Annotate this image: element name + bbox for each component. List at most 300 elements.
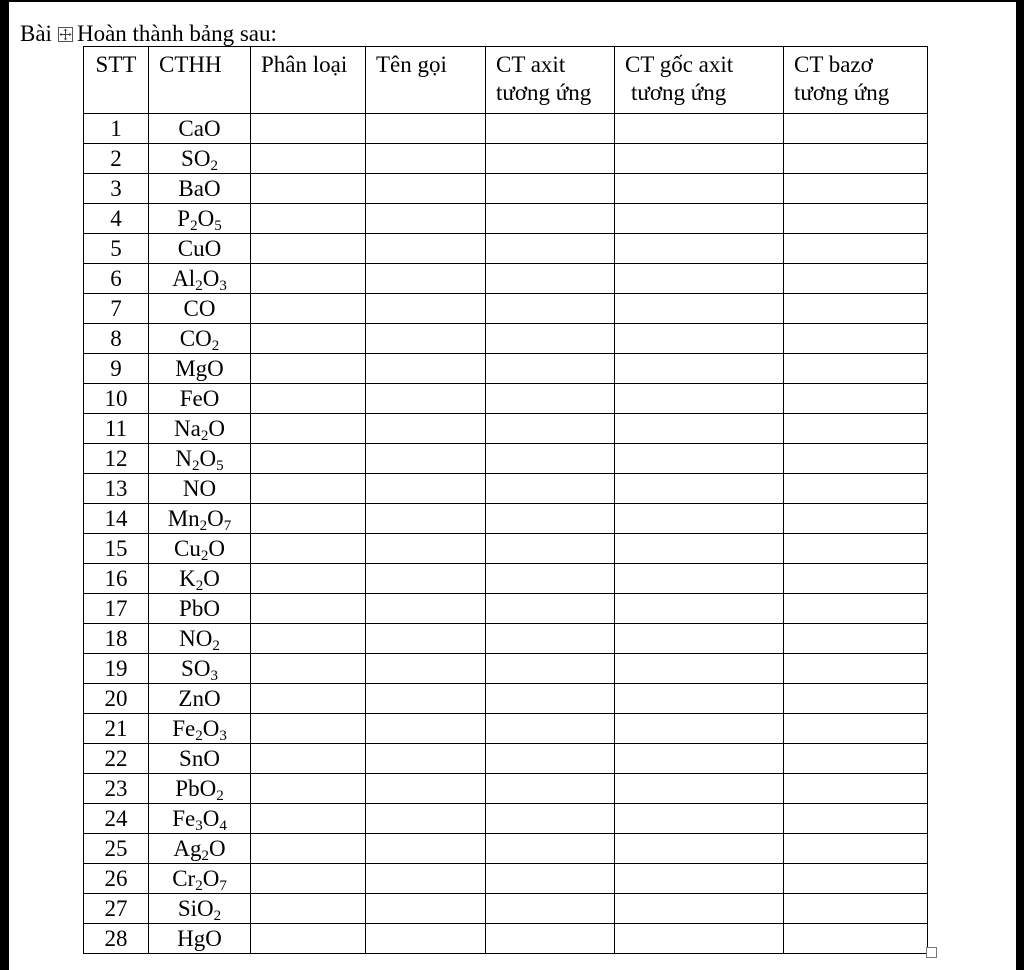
cell-ct-axit-blank[interactable] [486, 204, 615, 234]
cell-stt: 14 [84, 504, 149, 534]
cell-ct-axit-blank[interactable] [486, 834, 615, 864]
table-row [84, 624, 928, 654]
cell-ct-axit-blank[interactable] [486, 654, 615, 684]
cell-ct-axit-blank[interactable] [486, 144, 615, 174]
header-ct-bazo [784, 47, 928, 114]
cell-ct-axit-blank[interactable] [486, 414, 615, 444]
cell-ct-bazo-blank[interactable] [784, 654, 928, 684]
formula-element: N [179, 625, 196, 651]
formula-element: Cu [174, 535, 201, 561]
table-row [84, 354, 928, 384]
cell-cthh [149, 324, 251, 354]
cell-cthh [149, 384, 251, 414]
cell-phan-loai-blank[interactable] [251, 774, 366, 804]
table-row [84, 774, 928, 804]
cell-ct-goc-axit-blank[interactable] [615, 234, 784, 264]
cell-ten-goi-blank[interactable] [366, 414, 486, 444]
cell-ten-goi-blank[interactable] [366, 564, 486, 594]
formula-element: O [207, 355, 224, 381]
cell-cthh [149, 474, 251, 504]
cell-ct-axit-blank[interactable] [486, 294, 615, 324]
cell-ct-axit-blank[interactable] [486, 264, 615, 294]
header-cthh: CTHH [149, 47, 251, 114]
four-arrow-move-icon[interactable] [58, 27, 73, 42]
cell-cthh [149, 774, 251, 804]
table-body [84, 114, 928, 954]
cell-ct-bazo-blank[interactable] [784, 174, 928, 204]
cell-phan-loai-blank[interactable] [251, 864, 366, 894]
cell-cthh [149, 444, 251, 474]
table-row [84, 114, 928, 144]
formula-element: Mn [167, 505, 200, 531]
cell-stt: 2 [84, 144, 149, 174]
formula-element: O [197, 895, 214, 921]
formula-element: Ba [178, 175, 204, 201]
cell-ct-axit-blank[interactable] [486, 234, 615, 264]
cell-ten-goi-blank[interactable] [366, 474, 486, 504]
formula-element: O [203, 685, 221, 711]
cell-cthh [149, 924, 251, 954]
cell-ct-bazo-blank[interactable] [784, 264, 928, 294]
cell-phan-loai-blank[interactable] [251, 234, 366, 264]
formula-element: O [204, 235, 222, 261]
cell-stt: 16 [84, 564, 149, 594]
formula-subscript: 3 [210, 667, 218, 684]
cell-cthh [149, 564, 251, 594]
window-right-edge [1016, 0, 1024, 970]
formula-subscript: 2 [210, 157, 218, 174]
cell-stt: 23 [84, 774, 149, 804]
cell-phan-loai-blank[interactable] [251, 204, 366, 234]
heading-text: Hoàn thành bảng sau: [76, 21, 277, 46]
formula-element: O [193, 145, 211, 171]
cell-ct-goc-axit-blank[interactable] [615, 714, 784, 744]
cell-cthh [149, 624, 251, 654]
cell-ct-bazo-blank[interactable] [784, 564, 928, 594]
cell-ct-goc-axit-blank[interactable] [615, 534, 784, 564]
cell-phan-loai-blank[interactable] [251, 564, 366, 594]
cell-ct-axit-blank[interactable] [486, 684, 615, 714]
cell-ten-goi-blank[interactable] [366, 534, 486, 564]
cell-ct-axit-blank[interactable] [486, 354, 615, 384]
cell-stt: 13 [84, 474, 149, 504]
table-row [84, 504, 928, 534]
formula-subscript: 3 [195, 817, 203, 834]
cell-ten-goi-blank[interactable] [366, 594, 486, 624]
cell-stt: 17 [84, 594, 149, 624]
cell-cthh [149, 744, 251, 774]
formula-subscript: 2 [200, 547, 209, 564]
table-row [84, 414, 928, 444]
cell-stt: 3 [84, 174, 149, 204]
table-row [84, 714, 928, 744]
cell-ct-bazo-blank[interactable] [784, 354, 928, 384]
cell-ten-goi-blank[interactable] [366, 774, 486, 804]
formula-element: Na [174, 415, 201, 441]
cell-ct-goc-axit-blank[interactable] [615, 174, 784, 204]
cell-ct-goc-axit-blank[interactable] [615, 264, 784, 294]
cell-phan-loai-blank[interactable] [251, 264, 366, 294]
cell-ct-bazo-blank[interactable] [784, 624, 928, 654]
formula-element: Pb [179, 595, 204, 621]
cell-ten-goi-blank[interactable] [366, 294, 486, 324]
cell-cthh [149, 294, 251, 324]
cell-stt: 19 [84, 654, 149, 684]
cell-cthh [149, 684, 251, 714]
cell-phan-loai-blank[interactable] [251, 894, 366, 924]
cell-ct-bazo-blank[interactable] [784, 774, 928, 804]
header-row [84, 47, 928, 114]
cell-stt: 27 [84, 894, 149, 924]
cell-stt: 12 [84, 444, 149, 474]
cell-ct-goc-axit-blank[interactable] [615, 744, 784, 774]
formula-element: O [195, 325, 212, 351]
table-row [84, 654, 928, 684]
cell-ct-goc-axit-blank[interactable] [615, 804, 784, 834]
cell-ct-axit-blank[interactable] [486, 474, 615, 504]
cell-ct-goc-axit-blank[interactable] [615, 684, 784, 714]
cell-ten-goi-blank[interactable] [366, 894, 486, 924]
formula-subscript: 2 [211, 337, 220, 354]
cell-ten-goi-blank[interactable] [366, 684, 486, 714]
cell-ct-goc-axit-blank[interactable] [615, 624, 784, 654]
formula-element: Pb [175, 775, 200, 801]
cell-phan-loai-blank[interactable] [251, 384, 366, 414]
cell-stt: 5 [84, 234, 149, 264]
cell-phan-loai-blank[interactable] [251, 324, 366, 354]
cell-phan-loai-blank[interactable] [251, 714, 366, 744]
cell-ten-goi-blank[interactable] [366, 744, 486, 774]
cell-phan-loai-blank[interactable] [251, 504, 366, 534]
formula-element: N [182, 475, 200, 501]
cell-ten-goi-blank[interactable] [366, 234, 486, 264]
table-row [84, 264, 928, 294]
cell-cthh [149, 264, 251, 294]
formula-element: C [183, 295, 199, 321]
cell-ten-goi-blank[interactable] [366, 204, 486, 234]
formula-element: Al [172, 265, 196, 291]
cell-ct-bazo-blank[interactable] [784, 444, 928, 474]
formula-element: Sn [179, 745, 204, 771]
table-row [84, 324, 928, 354]
cell-ct-bazo-blank[interactable] [784, 594, 928, 624]
formula-element: O [208, 415, 225, 441]
formula-subscript: 2 [213, 907, 222, 924]
cell-ct-goc-axit-blank[interactable] [615, 444, 784, 474]
cell-ten-goi-blank[interactable] [366, 384, 486, 414]
cell-ct-axit-blank[interactable] [486, 894, 615, 924]
formula-element: Cu [177, 235, 205, 261]
formula-subscript: 2 [201, 847, 209, 864]
cell-phan-loai-blank[interactable] [251, 144, 366, 174]
formula-subscript: 2 [195, 877, 203, 894]
formula-subscript: 5 [214, 217, 222, 234]
cell-ct-bazo-blank[interactable] [784, 864, 928, 894]
cell-ct-axit-blank[interactable] [486, 564, 615, 594]
cell-phan-loai-blank[interactable] [251, 354, 366, 384]
cell-ct-bazo-blank[interactable] [784, 744, 928, 774]
cell-ten-goi-blank[interactable] [366, 504, 486, 534]
exercise-heading [20, 21, 277, 47]
cell-stt: 10 [84, 384, 149, 414]
cell-ten-goi-blank[interactable] [366, 324, 486, 354]
formula-subscript: 2 [195, 727, 203, 744]
cell-ten-goi-blank[interactable] [366, 174, 486, 204]
formula-subscript: 2 [216, 787, 224, 804]
cell-ten-goi-blank[interactable] [366, 144, 486, 174]
cell-ct-axit-blank[interactable] [486, 624, 615, 654]
cell-ct-goc-axit-blank[interactable] [615, 384, 784, 414]
formula-element: Hg [177, 925, 206, 951]
cell-ct-goc-axit-blank[interactable] [615, 564, 784, 594]
formula-subscript: 3 [219, 727, 227, 744]
cell-ct-axit-blank[interactable] [486, 114, 615, 144]
cell-stt: 8 [84, 324, 149, 354]
cell-ten-goi-blank[interactable] [366, 864, 486, 894]
cell-ct-axit-blank[interactable] [486, 774, 615, 804]
cell-stt: 24 [84, 804, 149, 834]
cell-ten-goi-blank[interactable] [366, 834, 486, 864]
formula-element: O [209, 835, 226, 861]
formula-element: O [203, 175, 221, 201]
header-stt: STT [84, 47, 149, 114]
formula-element: Zn [178, 685, 204, 711]
cell-ct-axit-blank[interactable] [486, 174, 615, 204]
cell-ct-bazo-blank[interactable] [784, 804, 928, 834]
table-row [84, 444, 928, 474]
formula-subscript: 2 [199, 517, 208, 534]
cell-ct-axit-blank[interactable] [486, 444, 615, 474]
cell-cthh [149, 804, 251, 834]
table-row [84, 594, 928, 624]
formula-element: O [203, 745, 220, 771]
formula-subscript: 7 [223, 517, 232, 534]
cell-ct-bazo-blank[interactable] [784, 114, 928, 144]
cell-phan-loai-blank[interactable] [251, 174, 366, 204]
cell-ct-goc-axit-blank[interactable] [615, 924, 784, 954]
cell-ct-axit-blank[interactable] [486, 924, 615, 954]
formula-subscript: 2 [195, 577, 204, 594]
cell-ct-axit-blank[interactable] [486, 864, 615, 894]
cell-ten-goi-blank[interactable] [366, 624, 486, 654]
table-row [84, 144, 928, 174]
cell-cthh [149, 654, 251, 684]
table-row [84, 234, 928, 264]
cell-phan-loai-blank[interactable] [251, 624, 366, 654]
cell-ct-axit-blank[interactable] [486, 744, 615, 774]
formula-element: O [202, 865, 220, 891]
formula-element: O [195, 625, 213, 651]
formula-element: O [203, 565, 220, 591]
table-row [84, 474, 928, 504]
table-row [84, 744, 928, 774]
cell-ct-goc-axit-blank[interactable] [615, 354, 784, 384]
cell-phan-loai-blank[interactable] [251, 594, 366, 624]
cell-phan-loai-blank[interactable] [251, 834, 366, 864]
cell-ct-goc-axit-blank[interactable] [615, 144, 784, 174]
formula-element: O [198, 295, 216, 321]
formula-element: O [199, 475, 217, 501]
table-row [84, 204, 928, 234]
formula-element: O [202, 385, 220, 411]
cell-ct-goc-axit-blank[interactable] [615, 504, 784, 534]
cell-cthh [149, 504, 251, 534]
cell-ten-goi-blank[interactable] [366, 114, 486, 144]
cell-phan-loai-blank[interactable] [251, 474, 366, 504]
header-ct-axit-line1: CT axit [496, 52, 566, 77]
cell-ct-axit-blank[interactable] [486, 594, 615, 624]
cell-ct-goc-axit-blank[interactable] [615, 864, 784, 894]
cell-ten-goi-blank[interactable] [366, 714, 486, 744]
cell-ct-bazo-blank[interactable] [784, 204, 928, 234]
cell-ct-goc-axit-blank[interactable] [615, 324, 784, 354]
formula-element: O [202, 805, 220, 831]
cell-ct-goc-axit-blank[interactable] [615, 894, 784, 924]
cell-ct-goc-axit-blank[interactable] [615, 594, 784, 624]
cell-ten-goi-blank[interactable] [366, 654, 486, 684]
table-resize-handle-icon[interactable] [926, 947, 937, 958]
table-row [84, 684, 928, 714]
formula-subscript: 5 [216, 457, 224, 474]
table-row [84, 174, 928, 204]
cell-cthh [149, 534, 251, 564]
cell-ct-bazo-blank[interactable] [784, 414, 928, 444]
cell-ten-goi-blank[interactable] [366, 444, 486, 474]
cell-phan-loai-blank[interactable] [251, 444, 366, 474]
formula-subscript: 2 [195, 277, 203, 294]
cell-stt: 20 [84, 684, 149, 714]
cell-ct-bazo-blank[interactable] [784, 924, 928, 954]
header-ten-goi: Tên gọi [366, 47, 486, 114]
cell-cthh [149, 144, 251, 174]
cell-ct-bazo-blank[interactable] [784, 504, 928, 534]
formula-subscript: 4 [219, 817, 227, 834]
cell-phan-loai-blank[interactable] [251, 684, 366, 714]
formula-element: O [205, 925, 222, 951]
cell-phan-loai-blank[interactable] [251, 654, 366, 684]
cell-ct-bazo-blank[interactable] [784, 384, 928, 414]
table-row [84, 924, 928, 954]
formula-subscript: 2 [192, 457, 200, 474]
cell-ct-axit-blank[interactable] [486, 504, 615, 534]
formula-element: Si [177, 895, 198, 921]
cell-stt: 28 [84, 924, 149, 954]
cell-ten-goi-blank[interactable] [366, 264, 486, 294]
cell-ten-goi-blank[interactable] [366, 804, 486, 834]
cell-ct-axit-blank[interactable] [486, 804, 615, 834]
formula-element: O [199, 445, 217, 471]
cell-stt: 21 [84, 714, 149, 744]
cell-phan-loai-blank[interactable] [251, 114, 366, 144]
cell-ten-goi-blank[interactable] [366, 924, 486, 954]
formula-element: O [203, 115, 221, 141]
formula-element: Ag [173, 835, 202, 861]
cell-ct-bazo-blank[interactable] [784, 144, 928, 174]
formula-subscript: 2 [190, 217, 198, 234]
table-row [84, 384, 928, 414]
cell-ct-bazo-blank[interactable] [784, 234, 928, 264]
window-top-edge [0, 0, 1024, 2]
table-row [84, 294, 928, 324]
cell-cthh [149, 894, 251, 924]
cell-cthh [149, 174, 251, 204]
formula-subscript: 3 [219, 277, 227, 294]
formula-element: Fe [172, 805, 196, 831]
cell-stt: 7 [84, 294, 149, 324]
formula-subscript: 2 [200, 427, 209, 444]
cell-ct-bazo-blank[interactable] [784, 474, 928, 504]
cell-ct-bazo-blank[interactable] [784, 714, 928, 744]
formula-element: O [197, 205, 215, 231]
cell-phan-loai-blank[interactable] [251, 294, 366, 324]
cell-cthh [149, 414, 251, 444]
table-row [84, 894, 928, 924]
oxide-table [83, 46, 928, 954]
cell-phan-loai-blank[interactable] [251, 804, 366, 834]
cell-cthh [149, 234, 251, 264]
cell-ct-goc-axit-blank[interactable] [615, 414, 784, 444]
cell-ct-goc-axit-blank[interactable] [615, 204, 784, 234]
formula-element: O [202, 715, 220, 741]
cell-stt: 4 [84, 204, 149, 234]
cell-cthh [149, 864, 251, 894]
cell-ct-axit-blank[interactable] [486, 714, 615, 744]
formula-element: N [175, 445, 192, 471]
cell-phan-loai-blank[interactable] [251, 414, 366, 444]
cell-stt: 22 [84, 744, 149, 774]
table-row [84, 564, 928, 594]
cell-cthh [149, 204, 251, 234]
cell-ct-bazo-blank[interactable] [784, 684, 928, 714]
cell-ct-bazo-blank[interactable] [784, 294, 928, 324]
cell-stt: 11 [84, 414, 149, 444]
cell-stt: 25 [84, 834, 149, 864]
formula-element: Fe [179, 385, 203, 411]
header-ct-bazo-line1: CT bazơ [794, 52, 873, 77]
formula-element: Mg [175, 355, 208, 381]
cell-ten-goi-blank[interactable] [366, 354, 486, 384]
cell-ct-bazo-blank[interactable] [784, 834, 928, 864]
table-row [84, 864, 928, 894]
formula-element: S [181, 145, 194, 171]
formula-element: O [208, 535, 225, 561]
cell-ct-bazo-blank[interactable] [784, 324, 928, 354]
cell-ct-goc-axit-blank[interactable] [615, 474, 784, 504]
cell-ct-bazo-blank[interactable] [784, 534, 928, 564]
formula-subscript: 2 [212, 637, 220, 654]
cell-ct-bazo-blank[interactable] [784, 894, 928, 924]
cell-phan-loai-blank[interactable] [251, 744, 366, 774]
cell-stt: 1 [84, 114, 149, 144]
cell-ct-axit-blank[interactable] [486, 324, 615, 354]
cell-ct-goc-axit-blank[interactable] [615, 654, 784, 684]
cell-ct-goc-axit-blank[interactable] [615, 834, 784, 864]
cell-stt: 15 [84, 534, 149, 564]
cell-phan-loai-blank[interactable] [251, 924, 366, 954]
cell-ct-goc-axit-blank[interactable] [615, 114, 784, 144]
header-ct-goc-axit-line1: CT gốc axit [625, 52, 734, 77]
cell-cthh [149, 594, 251, 624]
cell-ct-axit-blank[interactable] [486, 534, 615, 564]
cell-ct-goc-axit-blank[interactable] [615, 774, 784, 804]
formula-subscript: 7 [219, 877, 227, 894]
cell-ct-goc-axit-blank[interactable] [615, 294, 784, 324]
cell-stt: 6 [84, 264, 149, 294]
cell-ct-axit-blank[interactable] [486, 384, 615, 414]
cell-phan-loai-blank[interactable] [251, 534, 366, 564]
formula-element: O [199, 775, 217, 801]
formula-element: Cr [172, 865, 196, 891]
